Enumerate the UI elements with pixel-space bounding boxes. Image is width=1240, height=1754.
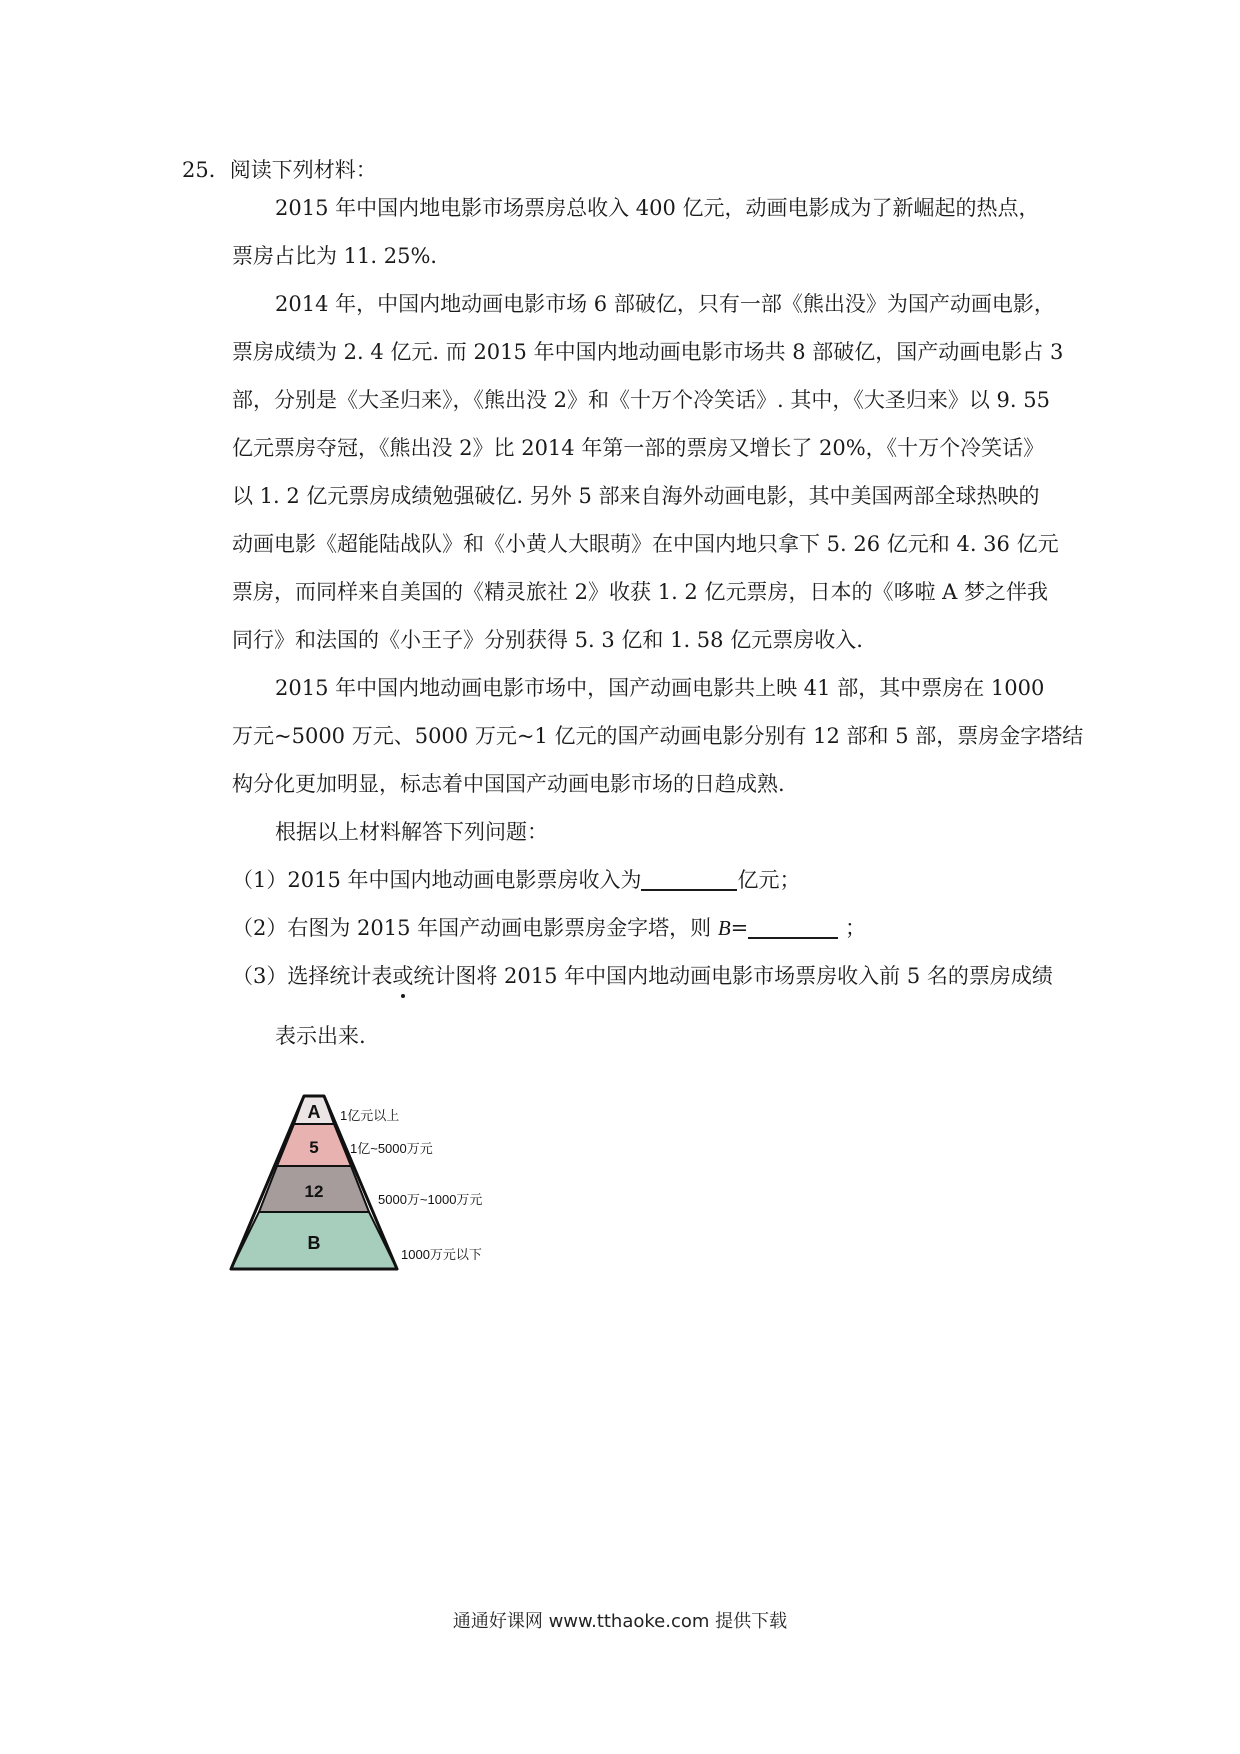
pyramid-range-12: 5000万~1000万元 — [378, 1192, 483, 1207]
para2-line: 以 1. 2 亿元票房成绩勉强破亿. 另外 5 部来自海外动画电影，其中美国两部全球热映的 — [232, 484, 1040, 508]
pyramid-range-b: 1000万元以下 — [401, 1247, 482, 1262]
para1-line: 票房占比为 11. 25%． — [232, 244, 452, 268]
para1-line: 2015 年中国内地电影市场票房总收入 400 亿元，动画电影成为了新崛起的热点， — [275, 196, 1040, 220]
para3-line: 万元~5000 万元、5000 万元~1 亿元的国产动画电影分别有 12 部和 5 部，票房金字塔结 — [232, 724, 1084, 748]
sub-question-3: （3）选择统计表或统计图将 2015 年中国内地动画电影市场票房收入前 5 名的票房成绩 — [232, 964, 1053, 988]
answer-blank-2[interactable] — [748, 911, 838, 939]
para3-line: 构分化更加明显，标志着中国国产动画电影市场的日趋成熟. — [232, 772, 785, 796]
pyramid-label-5: 5 — [309, 1138, 319, 1157]
pyramid-label-b: B — [307, 1233, 321, 1253]
pyramid-label-a: A — [307, 1102, 321, 1122]
answer-blank-1[interactable] — [641, 863, 737, 891]
sub-question-3-cont: 表示出来. — [275, 1024, 366, 1048]
footer-credit: 通通好课网 www.tthaoke.com 提供下载 — [452, 1611, 788, 1632]
question-number: 25．阅读下列材料： — [182, 158, 377, 182]
para2-line: 部，分别是《大圣归来》，《熊出没 2》和《十万个冷笑话》. 其中，《大圣归来》以 9. 55 — [232, 388, 1050, 412]
para2-line: 票房成绩为 2. 4 亿元. 而 2015 年中国内地动画电影市场共 8 部破亿，国产动画电影占 3 — [232, 340, 1064, 364]
questions-prompt: 根据以上材料解答下列问题： — [275, 820, 548, 844]
para2-line: 2014 年，中国内地动画电影市场 6 部破亿，只有一部《熊出没》为国产动画电影， — [275, 292, 1055, 316]
pyramid-range-a: 1亿元以上 — [340, 1108, 400, 1123]
sub-question-2: （2）右图为 2015 年国产动画电影票房金字塔，则 B= ； — [232, 910, 1062, 946]
para2-line: 亿元票房夺冠，《熊出没 2》比 2014 年第一部的票房又增长了 20%，《十万个冷笑话》 — [232, 436, 1045, 460]
para2-line: 动画电影《超能陆战队》和《小黄人大眼萌》在中国内地只拿下 5. 26 亿元和 4. 36 亿元 — [232, 532, 1059, 556]
para2-line: 票房，而同样来自美国的《精灵旅社 2》收获 1. 2 亿元票房，日本的《哆啦 A 梦之伴我 — [232, 580, 1048, 604]
emphasis-char: 或 — [392, 964, 414, 988]
para3-line: 2015 年中国内地动画电影市场中，国产动画电影共上映 41 部，其中票房在 1000 — [275, 676, 1045, 700]
pyramid-label-12: 12 — [304, 1182, 324, 1201]
sub-question-1: （1）2015 年中国内地动画电影票房收入为 亿元； — [232, 862, 1062, 898]
box-office-pyramid — [212, 1094, 532, 1314]
pyramid-range-5: 1亿~5000万元 — [350, 1141, 433, 1156]
para2-line: 同行》和法国的《小王子》分别获得 5. 3 亿和 1. 58 亿元票房收入. — [232, 628, 863, 652]
question-intro: 阅读下列材料： — [229, 158, 377, 182]
